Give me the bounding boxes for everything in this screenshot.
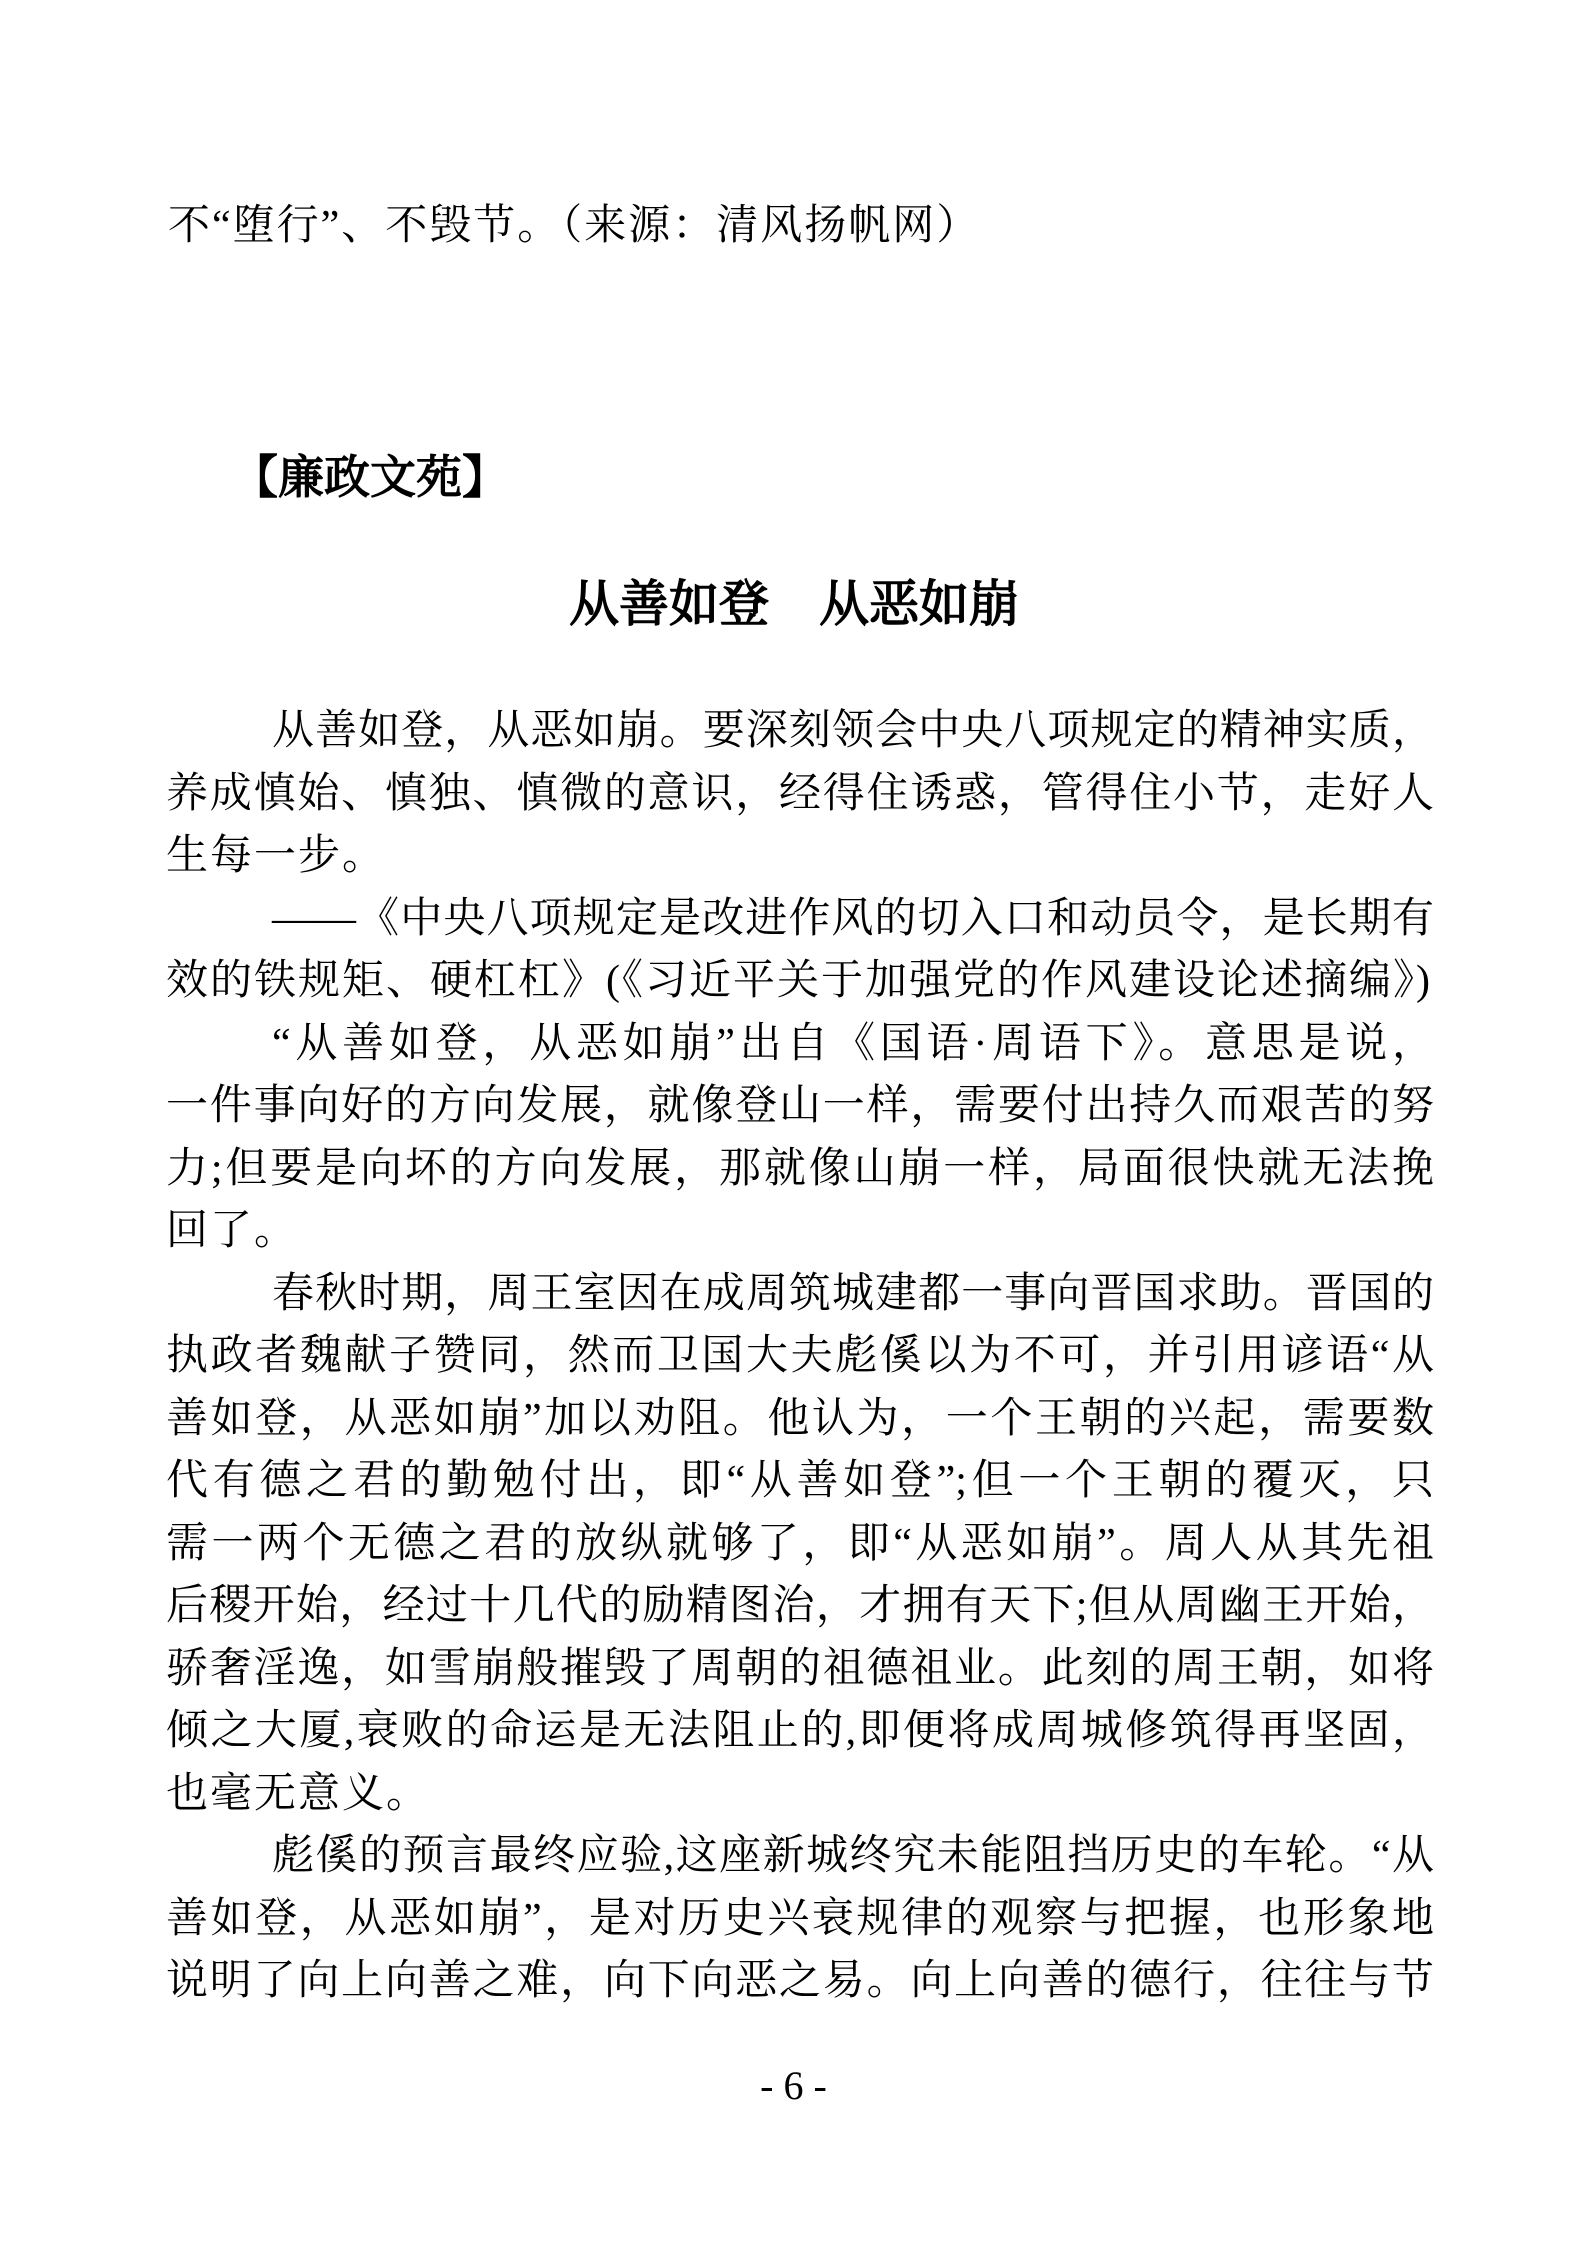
body-line: 说明了向上向善之难，向下向恶之易。向上向善的德行，往往与节 bbox=[166, 1958, 1434, 2004]
body-line: “从善如登，从恶如崩”出自《国语·周语下》。意思是说， bbox=[272, 1020, 1434, 1067]
body-line: 效的铁规矩、硬杠杠》(《习近平关于加强党的作风建设论述摘编》) bbox=[166, 958, 1432, 1004]
leading-paragraph-line: 不“堕行”、不毁节。（来源：清风扬帆网） bbox=[168, 203, 981, 249]
body-line: ——《中央八项规定是改进作风的切入口和动员令，是长期有 bbox=[272, 895, 1434, 942]
article-body bbox=[166, 700, 1434, 2013]
body-line: 骄奢淫逸，如雪崩般摧毁了周朝的祖德祖业。此刻的周王朝，如将 bbox=[166, 1645, 1434, 1692]
body-line: 也毫无意义。 bbox=[166, 1770, 431, 1817]
body-line: 从善如登，从恶如崩。要深刻领会中央八项规定的精神实质， bbox=[272, 708, 1434, 754]
body-line: 养成慎始、慎独、慎微的意识，经得住诱惑，管得住小节，走好人 bbox=[166, 770, 1434, 817]
body-line: 倾之大厦,衰败的命运是无法阻止的,即便将成周城修筑得再坚固， bbox=[166, 1708, 1434, 1754]
body-line: 生每一步。 bbox=[166, 833, 387, 879]
body-line: 力;但要是向坏的方向发展，那就像山崩一样，局面很快就无法挽 bbox=[166, 1145, 1434, 1192]
body-line: 回了。 bbox=[166, 1208, 299, 1254]
body-line: 善如登，从恶如崩”加以劝阻。他认为，一个王朝的兴起，需要数 bbox=[166, 1395, 1434, 1442]
article-title: 从善如登 从恶如崩 bbox=[569, 576, 1019, 632]
body-line: 需一两个无德之君的放纵就够了，即“从恶如崩”。周人从其先祖 bbox=[166, 1520, 1434, 1567]
page-number: - 6 - bbox=[760, 2063, 827, 2108]
body-line: 后稷开始，经过十几代的励精图治，才拥有天下;但从周幽王开始， bbox=[166, 1583, 1434, 1629]
body-line: 一件事向好的方向发展，就像登山一样，需要付出持久而艰苦的努 bbox=[166, 1083, 1434, 1129]
body-line: 春秋时期，周王室因在成周筑城建都一事向晋国求助。晋国的 bbox=[272, 1270, 1434, 1317]
section-header: 【廉政文苑】 bbox=[232, 452, 508, 503]
body-line: 善如登，从恶如崩”，是对历史兴衰规律的观察与把握，也形象地 bbox=[166, 1895, 1434, 1942]
body-line: 彪傒的预言最终应验,这座新城终究未能阻挡历史的车轮。“从 bbox=[272, 1833, 1434, 1879]
body-line: 代有德之君的勤勉付出，即“从善如登”;但一个王朝的覆灭，只 bbox=[166, 1458, 1434, 1504]
body-line: 执政者魏献子赞同，然而卫国大夫彪傒以为不可，并引用谚语“从 bbox=[166, 1333, 1434, 1379]
